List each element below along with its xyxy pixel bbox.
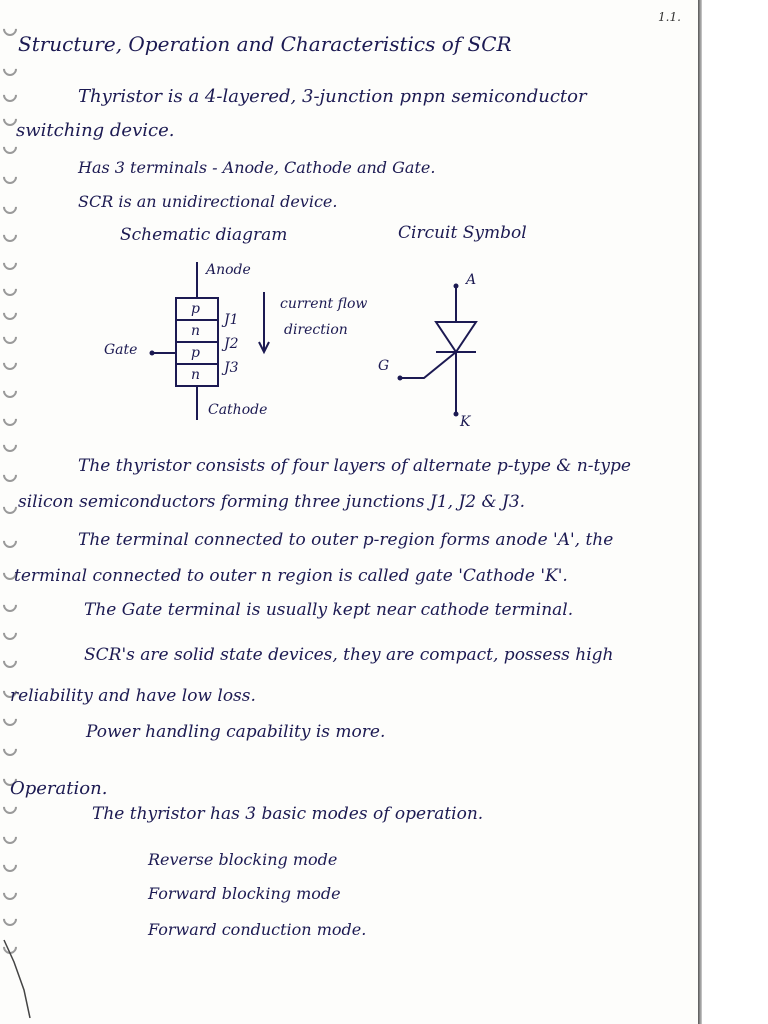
operation-heading: Operation. — [10, 778, 108, 799]
symbol-heading: Circuit Symbol — [398, 223, 527, 243]
layer-label: n — [191, 367, 201, 383]
cathode-label: Cathode — [208, 402, 268, 418]
operation-intro: The thyristor has 3 basic modes of operation. — [92, 804, 484, 824]
body-line: reliability and have low loss. — [10, 686, 256, 706]
layer-label: p — [191, 345, 200, 361]
body-line: SCR's are solid state devices, they are compact, possess high — [84, 645, 614, 665]
page-title: Structure, Operation and Characteristics of SCR — [18, 32, 512, 56]
layer-label: n — [191, 323, 201, 339]
symbol-cathode-label: K — [460, 414, 471, 430]
operation-mode: Forward conduction mode. — [148, 920, 367, 939]
junction-label: J3 — [224, 360, 239, 376]
thyristor-triangle — [436, 322, 476, 352]
layer-label: p — [191, 301, 200, 317]
current-flow-label: current flow — [280, 296, 368, 312]
operation-mode: Forward blocking mode — [148, 884, 341, 903]
symbol-cathode-dot — [454, 412, 459, 417]
symbol-gate-dot — [398, 376, 403, 381]
gate-dot — [150, 351, 155, 356]
intro-line: SCR is an unidirectional device. — [78, 192, 338, 211]
page-number: 1.1. — [658, 10, 681, 24]
intro-line: Thyristor is a 4-layered, 3-junction pnpn semiconductor — [78, 86, 587, 107]
current-flow-label: direction — [284, 322, 348, 338]
body-line: silicon semiconductors forming three junctions J1, J2 & J3. — [18, 492, 526, 512]
intro-line: Has 3 terminals - Anode, Cathode and Gate. — [78, 158, 436, 177]
body-line: terminal connected to outer n region is called gate 'Cathode 'K'. — [14, 566, 568, 586]
intro-line: switching device. — [16, 120, 175, 141]
anode-label: Anode — [206, 262, 251, 278]
gate-label: Gate — [104, 342, 138, 358]
body-line: The thyristor consists of four layers of alternate p-type & n-type — [78, 456, 631, 476]
junction-label: J2 — [224, 336, 239, 352]
junction-label: J1 — [224, 312, 239, 328]
symbol-gate-lead — [400, 352, 456, 378]
body-line: The Gate terminal is usually kept near cathode terminal. — [84, 600, 574, 620]
symbol-anode-label: A — [466, 272, 477, 288]
operation-mode: Reverse blocking mode — [148, 850, 338, 869]
symbol-gate-label: G — [378, 358, 390, 374]
schematic-heading: Schematic diagram — [120, 225, 288, 245]
body-line: Power handling capability is more. — [86, 722, 386, 742]
pencil-stroke — [4, 940, 30, 1018]
symbol-anode-dot — [454, 284, 459, 289]
body-line: The terminal connected to outer p-region forms anode 'A', the — [78, 530, 614, 550]
